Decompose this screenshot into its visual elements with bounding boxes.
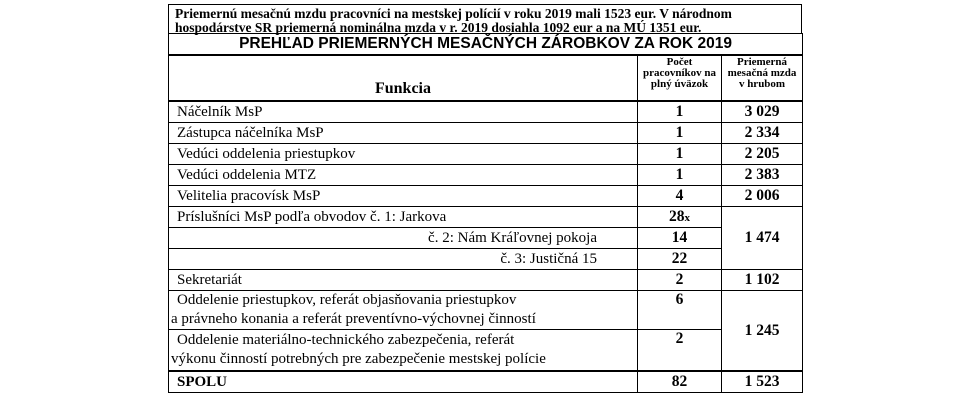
row-funkcia: Velitelia pracovísk MsP [169,186,638,207]
table-row [169,123,803,144]
row-pocet: 2 [638,330,722,372]
table-row [169,165,803,186]
table-row-sekretariat [169,270,803,291]
row-mzda: 2 006 [722,186,803,207]
table-row-obvod-3 [169,249,803,270]
row-mzda: 1 102 [722,270,803,291]
row-mzda: 2 334 [722,123,803,144]
row-funkcia [169,291,638,330]
row-funkcia: Náčelník MsP [169,101,638,123]
row-funkcia: Vedúci oddelenia priestupkov [169,144,638,165]
document [168,4,802,393]
intro-text: Priemernú mesačnú mzdu pracovníci na mestskej polícií v roku 2019 mali 1523 eur. V národnom hospodárstve SR priemerná nominálna mzda v r. 2019 dosiahla 1092 eur a na MÚ 1351 eur. [168,4,802,33]
spolu-pocet: 82 [638,371,722,393]
header-funkcia: Funkcia [169,55,638,101]
spolu-label: SPOLU [169,371,638,393]
table-row-oddelenie-1 [169,291,803,330]
row-funkcia [169,330,638,372]
row-mzda: 3 029 [722,101,803,123]
row-pocet: 2 [638,270,722,291]
header-mzda: Priemerná mesačná mzda v hrubom [722,55,803,101]
table-row-oddelenie-2 [169,330,803,372]
row-pocet: 1 [638,101,722,123]
row-pocet: 4 [638,186,722,207]
row-pocet: 1 [638,144,722,165]
oddelenia-mzda: 1 245 [722,291,803,372]
obvody-mzda: 1 474 [722,207,803,270]
table-row [169,186,803,207]
pocet-suffix: x [684,211,690,224]
row-funkcia: Zástupca náčelníka MsP [169,123,638,144]
row-pocet: 22 [638,249,722,270]
salary-table [168,33,803,393]
funkcia-line-1: Oddelenie materiálno-technického zabezpečenia, referát [177,332,515,348]
row-funkcia: Príslušníci MsP podľa obvodov č. 1: Jarkova [169,207,638,228]
row-funkcia: č. 2: Nám Kráľovnej pokoja [169,228,638,249]
table-row [169,101,803,123]
header-pocet: Počet pracovníkov na plný úväzok [638,55,722,101]
pocet-value: 28 [669,207,685,225]
row-pocet: 6 [638,291,722,330]
funkcia-line-1: Oddelenie priestupkov, referát objasňovania priestupkov [177,292,517,308]
row-funkcia: č. 3: Justičná 15 [169,249,638,270]
funkcia-line-2: výkonu činností potrebných pre zabezpečenie mestskej polície [171,351,546,367]
table-row-obvod-2 [169,228,803,249]
row-mzda: 2 205 [722,144,803,165]
table-row [169,144,803,165]
row-funkcia: Vedúci oddelenia MTZ [169,165,638,186]
row-pocet: 14 [638,228,722,249]
table-title: PREHĽAD PRIEMERNÝCH MESAČNÝCH ZÁROBKOV ZA ROK 2019 [169,34,803,56]
row-pocet: 1 [638,123,722,144]
table-row-spolu [169,371,803,393]
row-pocet [638,207,722,228]
row-funkcia: Sekretariát [169,270,638,291]
table-row-obvod-1 [169,207,803,228]
row-pocet: 1 [638,165,722,186]
row-mzda: 2 383 [722,165,803,186]
header-row [169,55,803,101]
funkcia-line-2: a právneho konania a referát preventívno-výchovnej činností [171,311,536,327]
spolu-mzda: 1 523 [722,371,803,393]
